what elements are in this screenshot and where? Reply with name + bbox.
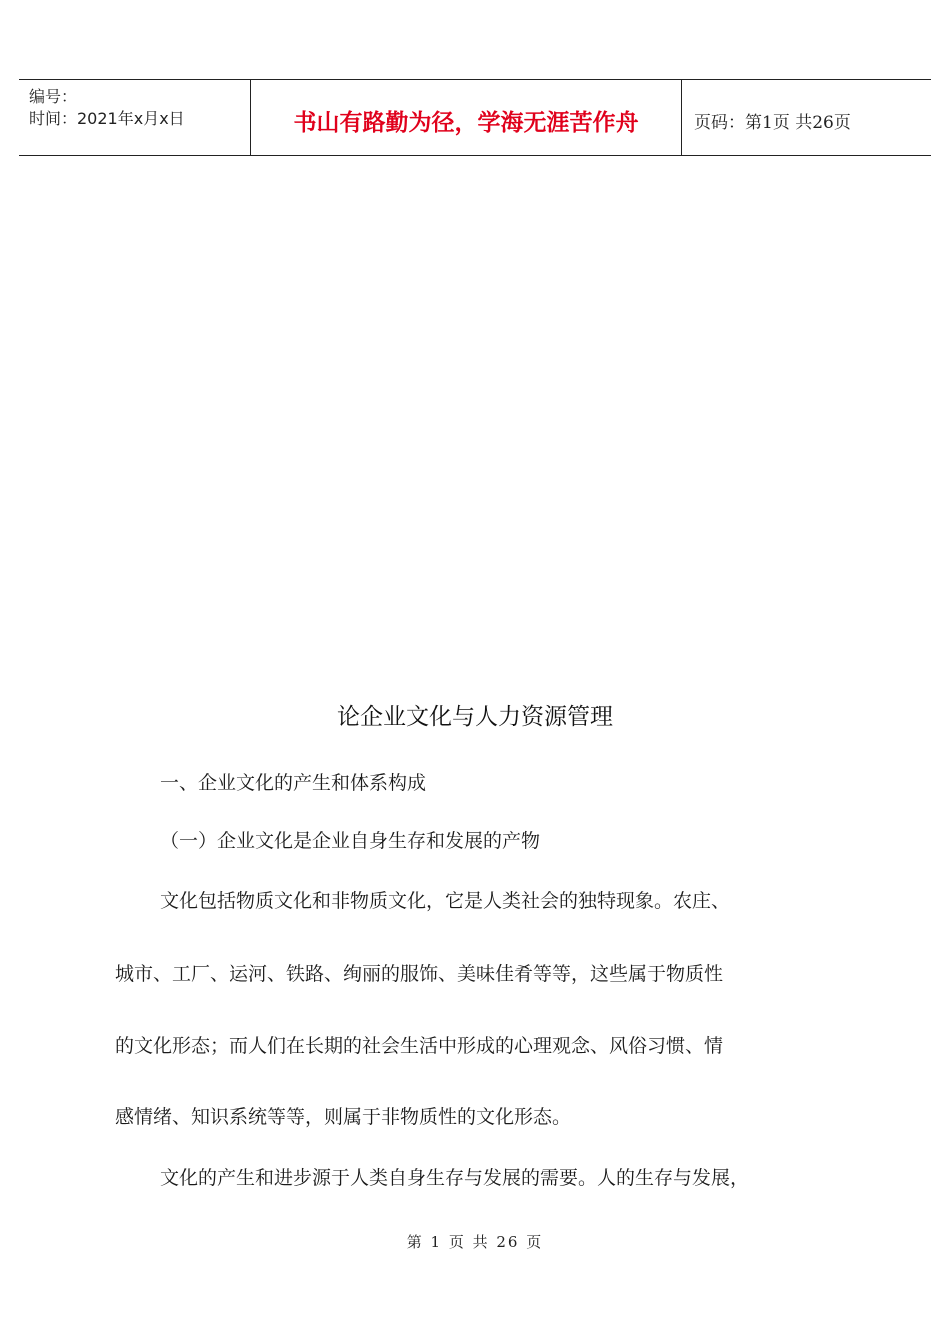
paragraph-line: 的文化形态；而人们在长期的社会生活中形成的心理观念、风俗习惯、情 <box>115 1035 724 1057</box>
paragraph-line: 文化包括物质文化和非物质文化，它是人类社会的独特现象。农庄、 <box>160 890 731 912</box>
header-page-code: 页码：第1页 共26页 <box>694 113 851 133</box>
paragraph-line: 文化的产生和进步源于人类自身生存与发展的需要。人的生存与发展， <box>160 1167 750 1189</box>
header-motto-cell <box>251 80 682 155</box>
paragraph-line: 感情绪、知识系统等等，则属于非物质性的文化形态。 <box>115 1106 572 1128</box>
document-code-label: 编号： <box>29 87 78 106</box>
header-page-cell <box>682 80 931 155</box>
document-header <box>19 79 931 156</box>
header-motto: 书山有路勤为径，学海无涯苦作舟 <box>293 110 639 136</box>
section-heading: 一、企业文化的产生和体系构成 <box>160 772 427 794</box>
header-meta-cell <box>19 80 251 155</box>
page-footer: 第 1 页 共 26 页 <box>406 1233 544 1251</box>
subsection-heading: （一）企业文化是企业自身生存和发展的产物 <box>160 830 541 852</box>
document-title: 论企业文化与人力资源管理 <box>337 704 613 730</box>
document-time-label: 时间：2021年x月x日 <box>29 109 185 128</box>
paragraph-line: 城市、工厂、运河、铁路、绚丽的服饰、美味佳肴等等，这些属于物质性 <box>115 963 724 985</box>
